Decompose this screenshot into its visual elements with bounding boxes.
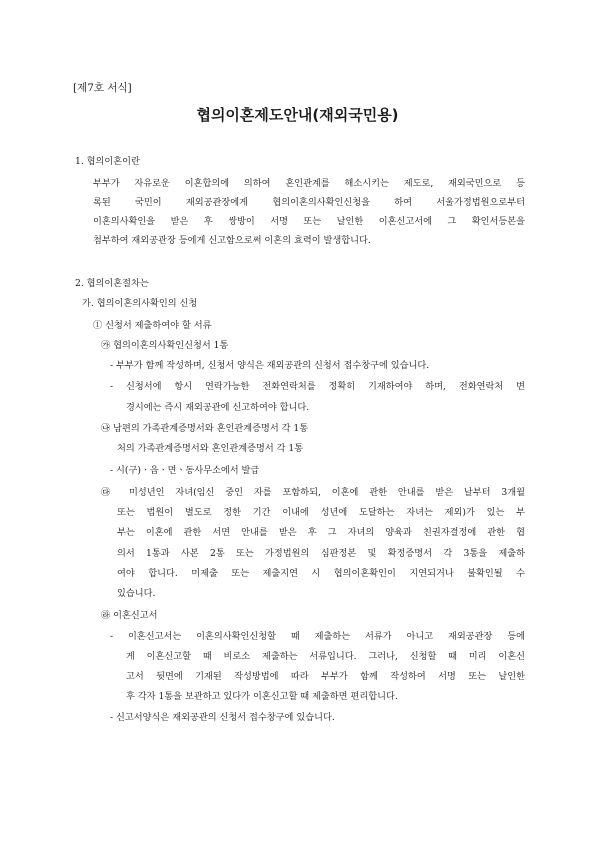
item-da-line: 또는 법원이 별도로 정한 기간 이내에 성년에 도달하는 자녀는 제외)가 있는 부: [117, 507, 525, 518]
item-da-line: ㉰ 미성년인 자녀(임신 중인 자를 포함하되, 이혼에 관한 안내를 받은 날부터 3개월: [101, 487, 525, 498]
subsection-a-heading: 가. 협의이혼의사확인의 신청: [82, 298, 198, 309]
item-ga-title: ㉮ 협의이혼의사확인신청서 1통: [101, 340, 229, 351]
section-1-paragraph-line: 부부가 자유로운 이혼합의에 의하여 혼인관계를 해소시키는 제도로, 재외국민으로 등: [93, 178, 525, 189]
item-da-line: 여야 합니다. 미제출 또는 제출지연 시 협의이혼확인이 지연되거나 불확인될 수: [117, 568, 525, 579]
item-1-heading: ① 신청서 제출하여야 할 서류: [93, 320, 212, 331]
section-1-paragraph-line: 록된 국민이 재외공관장에게 협의이혼의사확인신청을 하여 서울가정법원으로부터: [93, 197, 525, 208]
section-2-heading: 2. 협의이혼절차는: [75, 278, 149, 289]
item-ga-bullet: - 신청서에 항시 연락가능한 전화연락처를 정확히 기재하여야 하며, 전화연락처 변: [110, 381, 525, 392]
item-ga-bullet-continuation: 경시에는 즉시 재외공관에 신고하여야 합니다.: [126, 402, 310, 413]
item-ra-bullet: - 이혼신고서는 이혼의사확인신청할 때 제출하는 서류가 아니고 재외공관장 등에: [110, 631, 525, 642]
item-ra-title: ㉱ 이혼신고서: [101, 610, 158, 621]
item-na-line: ㉯ 남편의 가족관계증명서와 혼인관계증명서 각 1통: [101, 423, 309, 434]
item-da-line: 있습니다.: [117, 588, 156, 599]
item-da-line: 부는 이혼에 관한 서면 안내를 받은 후 그 자녀의 양육과 친권자결정에 관한 협: [117, 527, 525, 538]
item-ra-bullet-continuation: 후 각자 1통을 보관하고 있다가 이혼신고할 때 제출하면 편리합니다.: [126, 691, 398, 702]
section-1-paragraph-line: 이혼의사확인을 받은 후 쌍방이 서명 또는 날인한 이혼신고서에 그 확인서등본을: [93, 216, 525, 227]
item-na-line: 처의 가족관계증명서와 혼인관계증명서 각 1통: [117, 443, 304, 454]
item-da-line: 의서 1통과 사본 2통 또는 가정법원의 심판정본 및 확정증명서 각 3통을 제출하: [117, 548, 525, 559]
document-title: 협의이혼제도안내(재외국민용): [196, 106, 399, 124]
item-ra-bullet: - 신고서양식은 재외공관의 신청서 접수창구에 있습니다.: [110, 712, 335, 723]
section-1-heading: 1. 협의이혼이란: [75, 156, 140, 167]
section-1-paragraph-line: 첨부하여 재외공관장 등에게 신고함으로써 이혼의 효력이 발생합니다.: [93, 235, 371, 246]
form-number-label: [제7호 서식]: [73, 82, 132, 94]
item-ra-bullet-continuation: 게 이혼신고할 때 비로소 제출하는 서류입니다. 그러나, 신청할 때 미리 이혼신: [126, 651, 525, 662]
item-na-bullet: - 시(구)ㆍ읍ㆍ면ㆍ동사무소에서 발급: [110, 465, 260, 476]
item-ra-bullet-continuation: 고서 뒷면에 기재된 작성방법에 따라 부부가 함께 작성하여 서명 또는 날인한: [126, 671, 525, 682]
item-ga-bullet: - 부부가 함께 작성하며, 신청서 양식은 재외공관의 신청서 접수창구에 있습니다.: [110, 360, 430, 371]
